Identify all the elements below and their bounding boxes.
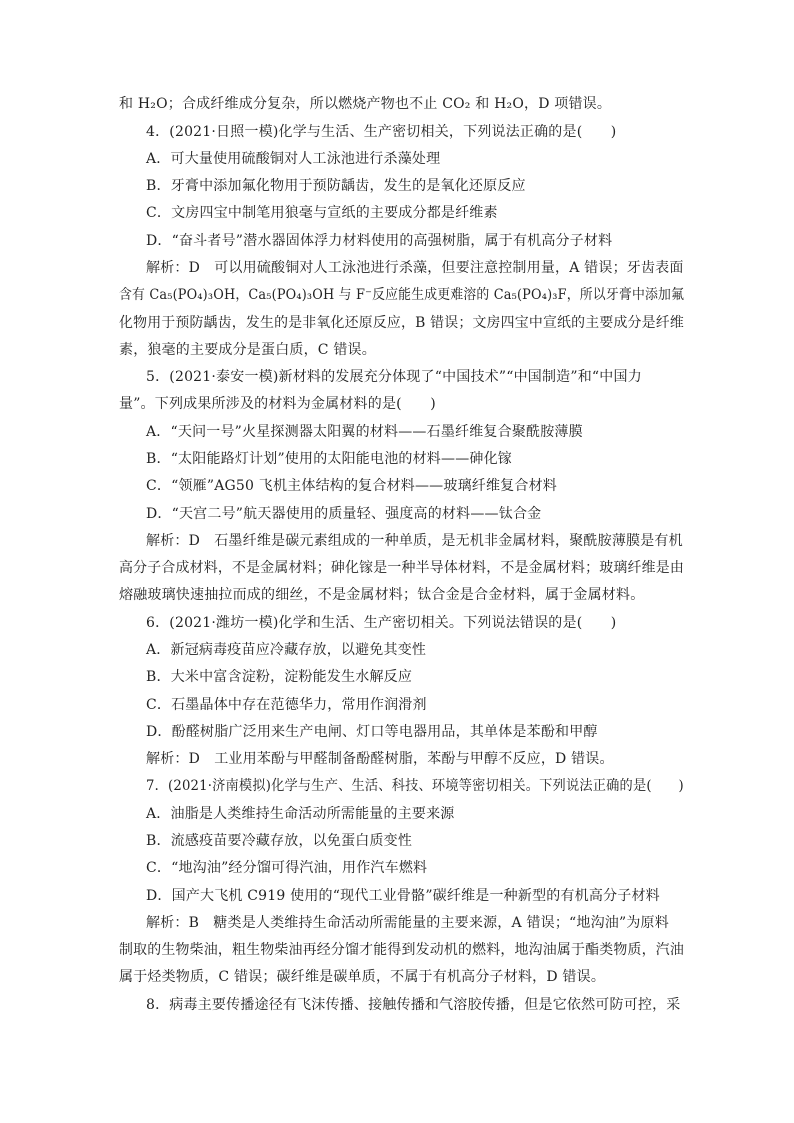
text-line: 含有 Ca₅(PO₄)₃OH，Ca₅(PO₄)₃OH 与 F⁻反应能生成更难溶的 Ca₅(PO₄)₃F，所以牙膏中添加氟 [119,287,685,303]
question-4-option-a: A．可大量使用硫酸铜对人工泳池进行杀藻处理 [146,151,441,167]
text-line: 属于烃类物质，C 错误；碳纤维是碳单质，不属于有机高分子材料，D 错误。 [119,969,606,985]
text-line: 化物用于预防龋齿，发生的是非氧化还原反应，B 错误；文房四宝中宣纸的主要成分是纤维 [119,315,684,331]
question-8-stem: 8．病毒主要传播途径有飞沫传播、接触传播和气溶胶传播，但是它依然可防可控，采 [146,997,681,1013]
question-6-option-a: A．新冠病毒疫苗应冷藏存放，以避免其变性 [146,642,427,658]
question-4-stem: 4．(2021·日照一模)化学与生活、生产密切相关，下列说法正确的是( ) [146,124,617,140]
text-line: 制取的生物柴油，粗生物柴油再经分馏才能得到发动机的燃料，地沟油属于酯类物质，汽油 [119,942,684,958]
question-6-stem: 6．(2021·潍坊一模)化学和生活、生产密切相关。下列说法错误的是( ) [146,615,617,631]
question-4-option-c: C．文房四宝中制笔用狼毫与宣纸的主要成分都是纤维素 [146,205,498,221]
text-line: 高分子合成材料，不是金属材料；砷化镓是一种半导体材料，不是金属材料；玻璃纤维是由 [119,560,684,576]
question-5-analysis: 解析：D 石墨纤维是碳元素组成的一种单质，是无机非金属材料，聚酰胺薄膜是有机 [146,533,683,549]
question-6-option-d: D．酚醛树脂广泛用来生产电闸、灯口等电器用品，其单体是苯酚和甲醇 [146,724,598,740]
question-6-analysis: 解析：D 工业用苯酚与甲醛制备酚醛树脂，苯酚与甲醇不反应，D 错误。 [146,751,614,767]
question-6-option-c: C．石墨晶体中存在范德华力，常用作润滑剂 [146,697,427,713]
question-4-option-d: D．“奋斗者号”潜水器固体浮力材料使用的高强树脂，属于有机高分子材料 [146,233,613,249]
question-5-option-d: D．“天宫二号”航天器使用的质量轻、强度高的材料——钛合金 [146,506,542,522]
text-line: 熔融玻璃快速抽拉而成的细丝，不是金属材料；钛合金是合金材料，属于金属材料。 [119,587,645,603]
question-6-option-b: B．大米中富含淀粉，淀粉能发生水解反应 [146,669,413,685]
question-7-option-b: B．流感疫苗要冷藏存放，以免蛋白质变性 [146,833,413,849]
question-7-option-d: D．国产大飞机 C919 使用的“现代工业骨骼”碳纤维是一种新型的有机高分子材料 [146,888,660,904]
question-7-option-c: C．“地沟油”经分馏可得汽油，用作汽车燃料 [146,860,428,876]
question-7-analysis: 解析：B 糖类是人类维持生命活动所需能量的主要来源，A 错误；“地沟油”为原料 [146,915,669,931]
question-4-option-b: B．牙膏中添加氟化物用于预防龋齿，发生的是氧化还原反应 [146,178,526,194]
question-7-stem: 7．(2021·济南模拟)化学与生产、生活、科技、环境等密切相关。下列说法正确的是( ) [146,778,684,794]
question-5-option-a: A．“天问一号”火星探测器太阳翼的材料——石墨纤维复合聚酰胺薄膜 [146,424,583,440]
text-line: 和 H₂O；合成纤维成分复杂，所以燃烧产物也不止 CO₂ 和 H₂O，D 项错误。 [119,96,612,112]
question-7-option-a: A．油脂是人类维持生命活动所需能量的主要来源 [146,806,455,822]
question-5-option-b: B．“太阳能路灯计划”使用的太阳能电池的材料——砷化镓 [146,451,513,467]
question-5-stem: 5．(2021·泰安一模)新材料的发展充分体现了“中国技术”“中国制造”和“中国力 [146,369,642,385]
question-4-analysis: 解析：D 可以用硫酸铜对人工泳池进行杀藻，但要注意控制用量，A 错误；牙齿表面 [146,260,684,276]
question-5-option-c: C．“领雁”AG50 飞机主体结构的复合材料——玻璃纤维复合材料 [146,478,557,494]
text-line: 量”。下列成果所涉及的材料为金属材料的是( ) [119,396,436,412]
text-line: 素，狼毫的主要成分是蛋白质，C 错误。 [119,342,376,358]
